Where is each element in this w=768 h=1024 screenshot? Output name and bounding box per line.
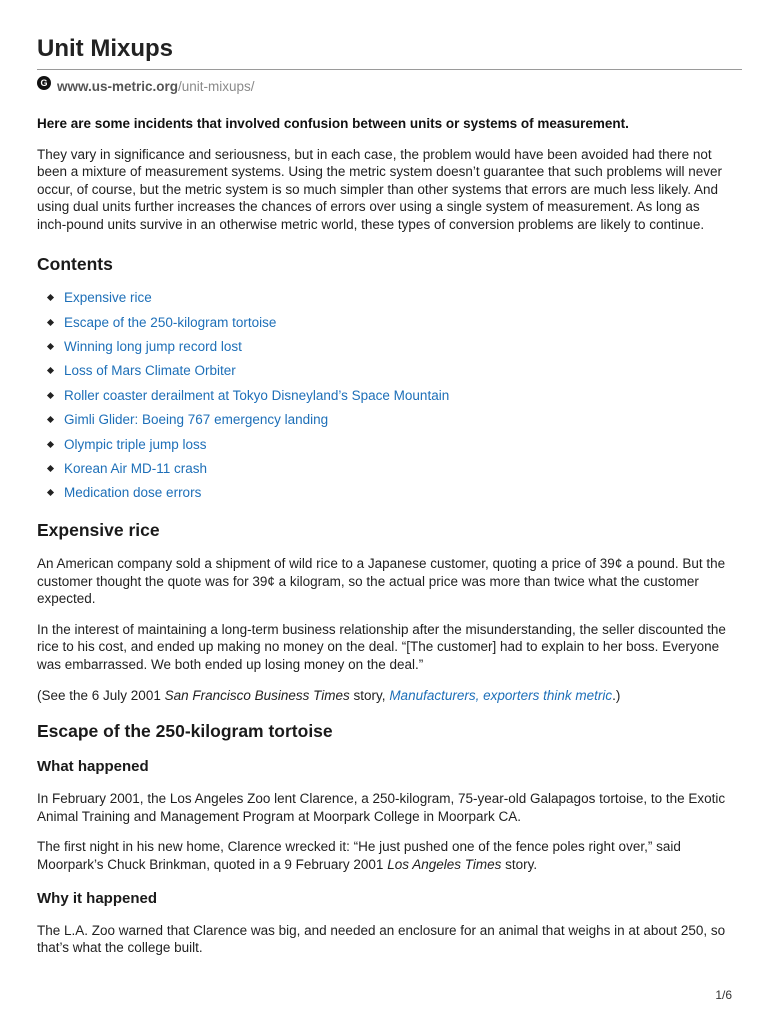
rice-paragraph-1: An American company sold a shipment of wild rice to a Japanese customer, quoting a price of 39¢ a pound. But the customer thought the quote was for 39¢ a kilogram, so the actual price was more than twice what the customer expected. [37,556,726,607]
list-item [37,334,730,358]
page-title: Unit Mixups [37,35,173,62]
bullet-icon [47,465,54,472]
section-heading-tortoise: Escape of the 250-kilogram tortoise [37,721,333,742]
section-heading-rice: Expensive rice [37,520,160,541]
tortoise-p2-before: The first night in his new home, Clarence wrecked it: “He just pushed one of the fence poles right over,” said Moorpark’s Chuck Brinkman, quoted in a 9 February 2001 [37,839,681,873]
list-item [37,408,730,432]
toc-link-space-mountain[interactable]: Roller coaster derailment at Tokyo Disneyland’s Space Mountain [64,387,450,403]
source-line [37,77,730,95]
page-number: 1/6 [715,988,732,1002]
bullet-icon [47,489,54,496]
source-logo-icon: G [37,76,51,90]
bullet-icon [47,392,54,399]
bullet-icon [47,416,54,423]
intro-body: They vary in significance and seriousness, but in each case, the problem would have been avoided had there not been a mixture of measurement systems. Using the metric system doesn’t guarantee that such problems will never occur, of course, but the metric system is so much simpler than other systems that errors are much less likely. And using dual units further increases the chances of errors over using a single system of measurement. As long as inch-pound units survive in an otherwise metric world, these types of conversion problems are likely to continue. [37,146,723,232]
toc-link-gimli-glider[interactable]: Gimli Glider: Boeing 767 emergency landing [64,412,329,428]
list-item [37,432,730,456]
toc-link-mars-orbiter[interactable]: Loss of Mars Climate Orbiter [64,363,236,379]
intro-lead: Here are some incidents that involved confusion between units or systems of measurement. [37,116,629,131]
list-item [37,456,730,480]
bullet-icon [47,441,54,448]
tortoise-p2-after: story. [501,857,538,873]
rice-paragraph-3 [37,687,730,705]
list-item [37,359,730,383]
source-domain: www.us-metric.org [57,78,179,94]
rice-ref-after: .) [612,687,621,703]
tortoise-paragraph-3: The L.A. Zoo warned that Clarence was big, and needed an enclosure for an animal that weighs in at about 250, so that’s what the college built. [37,922,726,956]
contents-heading: Contents [37,253,113,274]
toc-link-expensive-rice[interactable]: Expensive rice [64,290,152,306]
bullet-icon [47,343,54,350]
rice-ref-before: (See the 6 July 2001 [37,687,165,703]
publication-name: Los Angeles Times [387,857,502,873]
tortoise-paragraph-1: In February 2001, the Los Angeles Zoo lent Clarence, a 250-kilogram, 75-year-old Galapagos tortoise, to the Exotic Animal Training and Management Program at Moorpark College in Moorpark CA. [37,791,726,824]
contents-list [37,286,730,506]
list-item [37,286,730,310]
subheading-what-happened: What happened [37,758,149,776]
publication-name: San Francisco Business Times [164,687,350,703]
rice-ref-mid: story, [349,687,390,703]
bullet-icon [47,367,54,374]
toc-link-triple-jump[interactable]: Olympic triple jump loss [64,436,207,452]
list-item [37,481,730,505]
toc-link-medication[interactable]: Medication dose errors [64,485,202,501]
bullet-icon [47,319,54,326]
subheading-why-it-happened: Why it happened [37,889,157,907]
bullet-icon [47,294,54,301]
toc-link-korean-air[interactable]: Korean Air MD-11 crash [64,460,208,476]
tortoise-paragraph-2 [37,838,730,873]
toc-link-tortoise[interactable]: Escape of the 250-kilogram tortoise [64,314,277,330]
toc-link-long-jump[interactable]: Winning long jump record lost [64,339,242,355]
rice-paragraph-2: In the interest of maintaining a long-term business relationship after the misunderstanding, the seller discounted the rice to his cost, and ended up making no money on the deal. “[The customer] had to explain to her boss. Everyone was embarrassed. We both ended up losing money on the deal.” [37,621,726,673]
title-divider [37,69,742,70]
source-path: /unit-mixups/ [178,78,255,94]
list-item [37,383,730,407]
list-item [37,310,730,334]
article-link[interactable]: Manufacturers, exporters think metric [389,687,613,703]
